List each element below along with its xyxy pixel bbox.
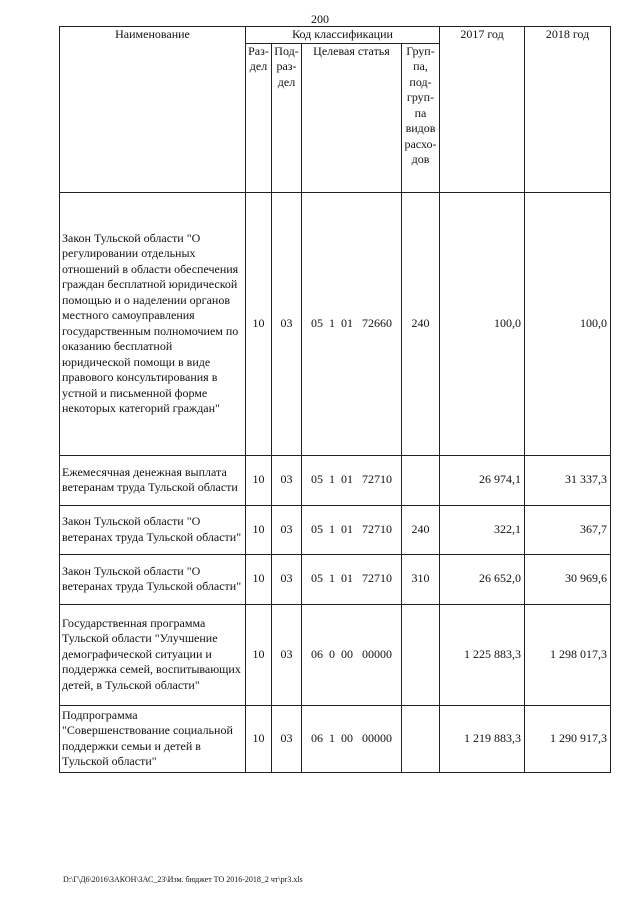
row-name: Ежемесячная денежная выплата ветеранам труда Тульской области bbox=[60, 455, 246, 505]
budget-table bbox=[59, 26, 611, 773]
row-group: 240 bbox=[402, 505, 440, 554]
row-target: 05 1 01 72710 bbox=[302, 554, 402, 604]
header-section: Раз- дел bbox=[246, 43, 272, 192]
table-row bbox=[60, 705, 611, 772]
row-section: 10 bbox=[246, 705, 272, 772]
page-number: 200 bbox=[311, 12, 329, 26]
row-2017: 100,0 bbox=[440, 192, 525, 455]
row-2018: 100,0 bbox=[525, 192, 611, 455]
row-section: 10 bbox=[246, 554, 272, 604]
row-subsection: 03 bbox=[272, 604, 302, 705]
row-target: 05 1 01 72710 bbox=[302, 455, 402, 505]
table-row bbox=[60, 604, 611, 705]
row-name: Закон Тульской области "О регулировании отдельных отношений в области обеспечения граждан бесплатной юридической помощью и о наделении органов местного самоуправления государственным полномочием по оказанию бесплатной юридической помощи в виде правового консультирования в устной и письменной форме некоторых категорий граждан" bbox=[60, 192, 246, 455]
row-group: 310 bbox=[402, 554, 440, 604]
header-expense-group: Груп- па, под- груп- па видов расхо- дов bbox=[402, 43, 440, 192]
row-group bbox=[402, 604, 440, 705]
row-section: 10 bbox=[246, 505, 272, 554]
row-group bbox=[402, 705, 440, 772]
row-name: Закон Тульской области "О ветеранах труда Тульской области" bbox=[60, 505, 246, 554]
row-2017: 1 219 883,3 bbox=[440, 705, 525, 772]
row-2017: 322,1 bbox=[440, 505, 525, 554]
header-classification-code: Код классификации bbox=[246, 27, 440, 44]
row-target: 05 1 01 72660 bbox=[302, 192, 402, 455]
row-2017: 26 974,1 bbox=[440, 455, 525, 505]
header-target-article: Целевая статья bbox=[302, 43, 402, 192]
row-subsection: 03 bbox=[272, 554, 302, 604]
row-name: Подпрограмма "Совершенствование социальной поддержки семьи и детей в Тульской области" bbox=[60, 705, 246, 772]
header-name: Наименование bbox=[60, 27, 246, 193]
row-group bbox=[402, 455, 440, 505]
row-2017: 1 225 883,3 bbox=[440, 604, 525, 705]
header-year-2018: 2018 год bbox=[525, 27, 611, 193]
row-subsection: 03 bbox=[272, 705, 302, 772]
row-2017: 26 652,0 bbox=[440, 554, 525, 604]
header-year-2017: 2017 год bbox=[440, 27, 525, 193]
row-target: 05 1 01 72710 bbox=[302, 505, 402, 554]
row-subsection: 03 bbox=[272, 455, 302, 505]
header-subsection: Под- раз- дел bbox=[272, 43, 302, 192]
row-2018: 31 337,3 bbox=[525, 455, 611, 505]
row-2018: 30 969,6 bbox=[525, 554, 611, 604]
file-path-footer: D:\Г\Д6\2016\ЗАКОН\ЗАС_23\Изм. бюджет ТО 2016-2018_2 чт\pr3.xls bbox=[63, 875, 303, 884]
table-row bbox=[60, 554, 611, 604]
row-2018: 1 290 917,3 bbox=[525, 705, 611, 772]
row-target: 06 1 00 00000 bbox=[302, 705, 402, 772]
row-group: 240 bbox=[402, 192, 440, 455]
row-subsection: 03 bbox=[272, 505, 302, 554]
row-name: Закон Тульской области "О ветеранах труда Тульской области" bbox=[60, 554, 246, 604]
row-section: 10 bbox=[246, 604, 272, 705]
row-2018: 1 298 017,3 bbox=[525, 604, 611, 705]
row-2018: 367,7 bbox=[525, 505, 611, 554]
table-row bbox=[60, 192, 611, 455]
row-name: Государственная программа Тульской области "Улучшение демографической ситуации и поддержка семей, воспитывающих детей, в Тульской области" bbox=[60, 604, 246, 705]
table-row bbox=[60, 505, 611, 554]
row-section: 10 bbox=[246, 455, 272, 505]
row-section: 10 bbox=[246, 192, 272, 455]
table-row bbox=[60, 455, 611, 505]
row-subsection: 03 bbox=[272, 192, 302, 455]
row-target: 06 0 00 00000 bbox=[302, 604, 402, 705]
